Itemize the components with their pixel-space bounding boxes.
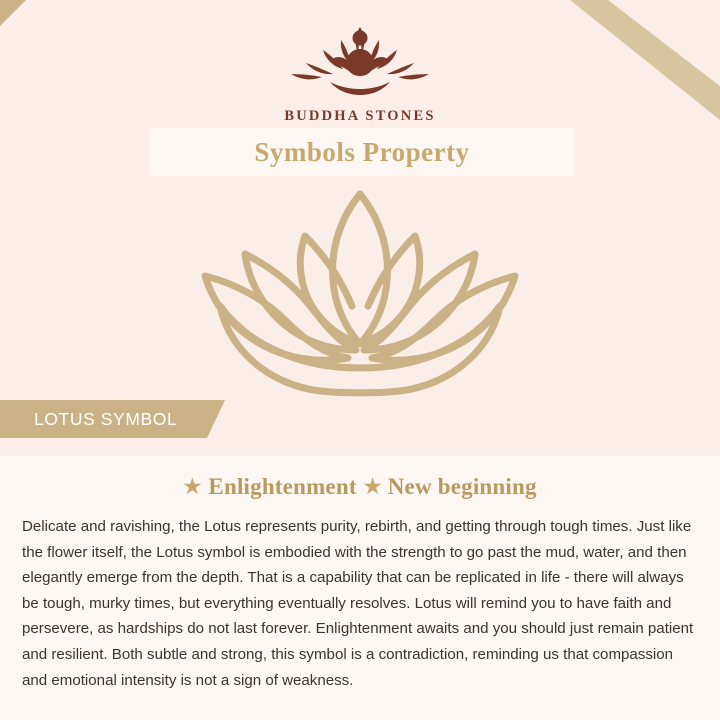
star-icon-left: ★ (183, 476, 202, 498)
headline-right-text: New beginning (387, 474, 537, 499)
page-title: Symbols Property (254, 136, 470, 167)
body-paragraph: Delicate and ravishing, the Lotus represents purity, rebirth, and getting through tough times. Just like the flower itself, the Lotus symbol is embodied with the strength to go past the mud, water, and then elegantly emerge from the depth. That is a capability that can be replicated in life - there will always be tough, murky times, but everything eventually resolves. Lotus will remind you to have faith and persevere, as hardships do not last forever. Enlightenment awaits and you should just remain patient and resilient. Both subtle and strong, this symbol is a contradiction, reminding us that compassion and emotional intensity is not a sign of weakness. (22, 518, 694, 689)
section-ribbon-label: LOTUS SYMBOL (34, 408, 178, 429)
lotus-artwork (0, 186, 720, 406)
title-banner (150, 128, 574, 176)
headline-left-text: Enlightenment (208, 474, 357, 499)
section-ribbon (0, 400, 207, 438)
lotus-meditation-figure-icon (0, 22, 720, 105)
section-ribbon-tail (207, 400, 225, 438)
brand-logo (0, 22, 720, 125)
star-icon-right: ★ (363, 476, 382, 498)
description-panel (0, 456, 720, 720)
headline (22, 474, 698, 500)
brand-name: BUDDHA STONES (284, 108, 436, 124)
